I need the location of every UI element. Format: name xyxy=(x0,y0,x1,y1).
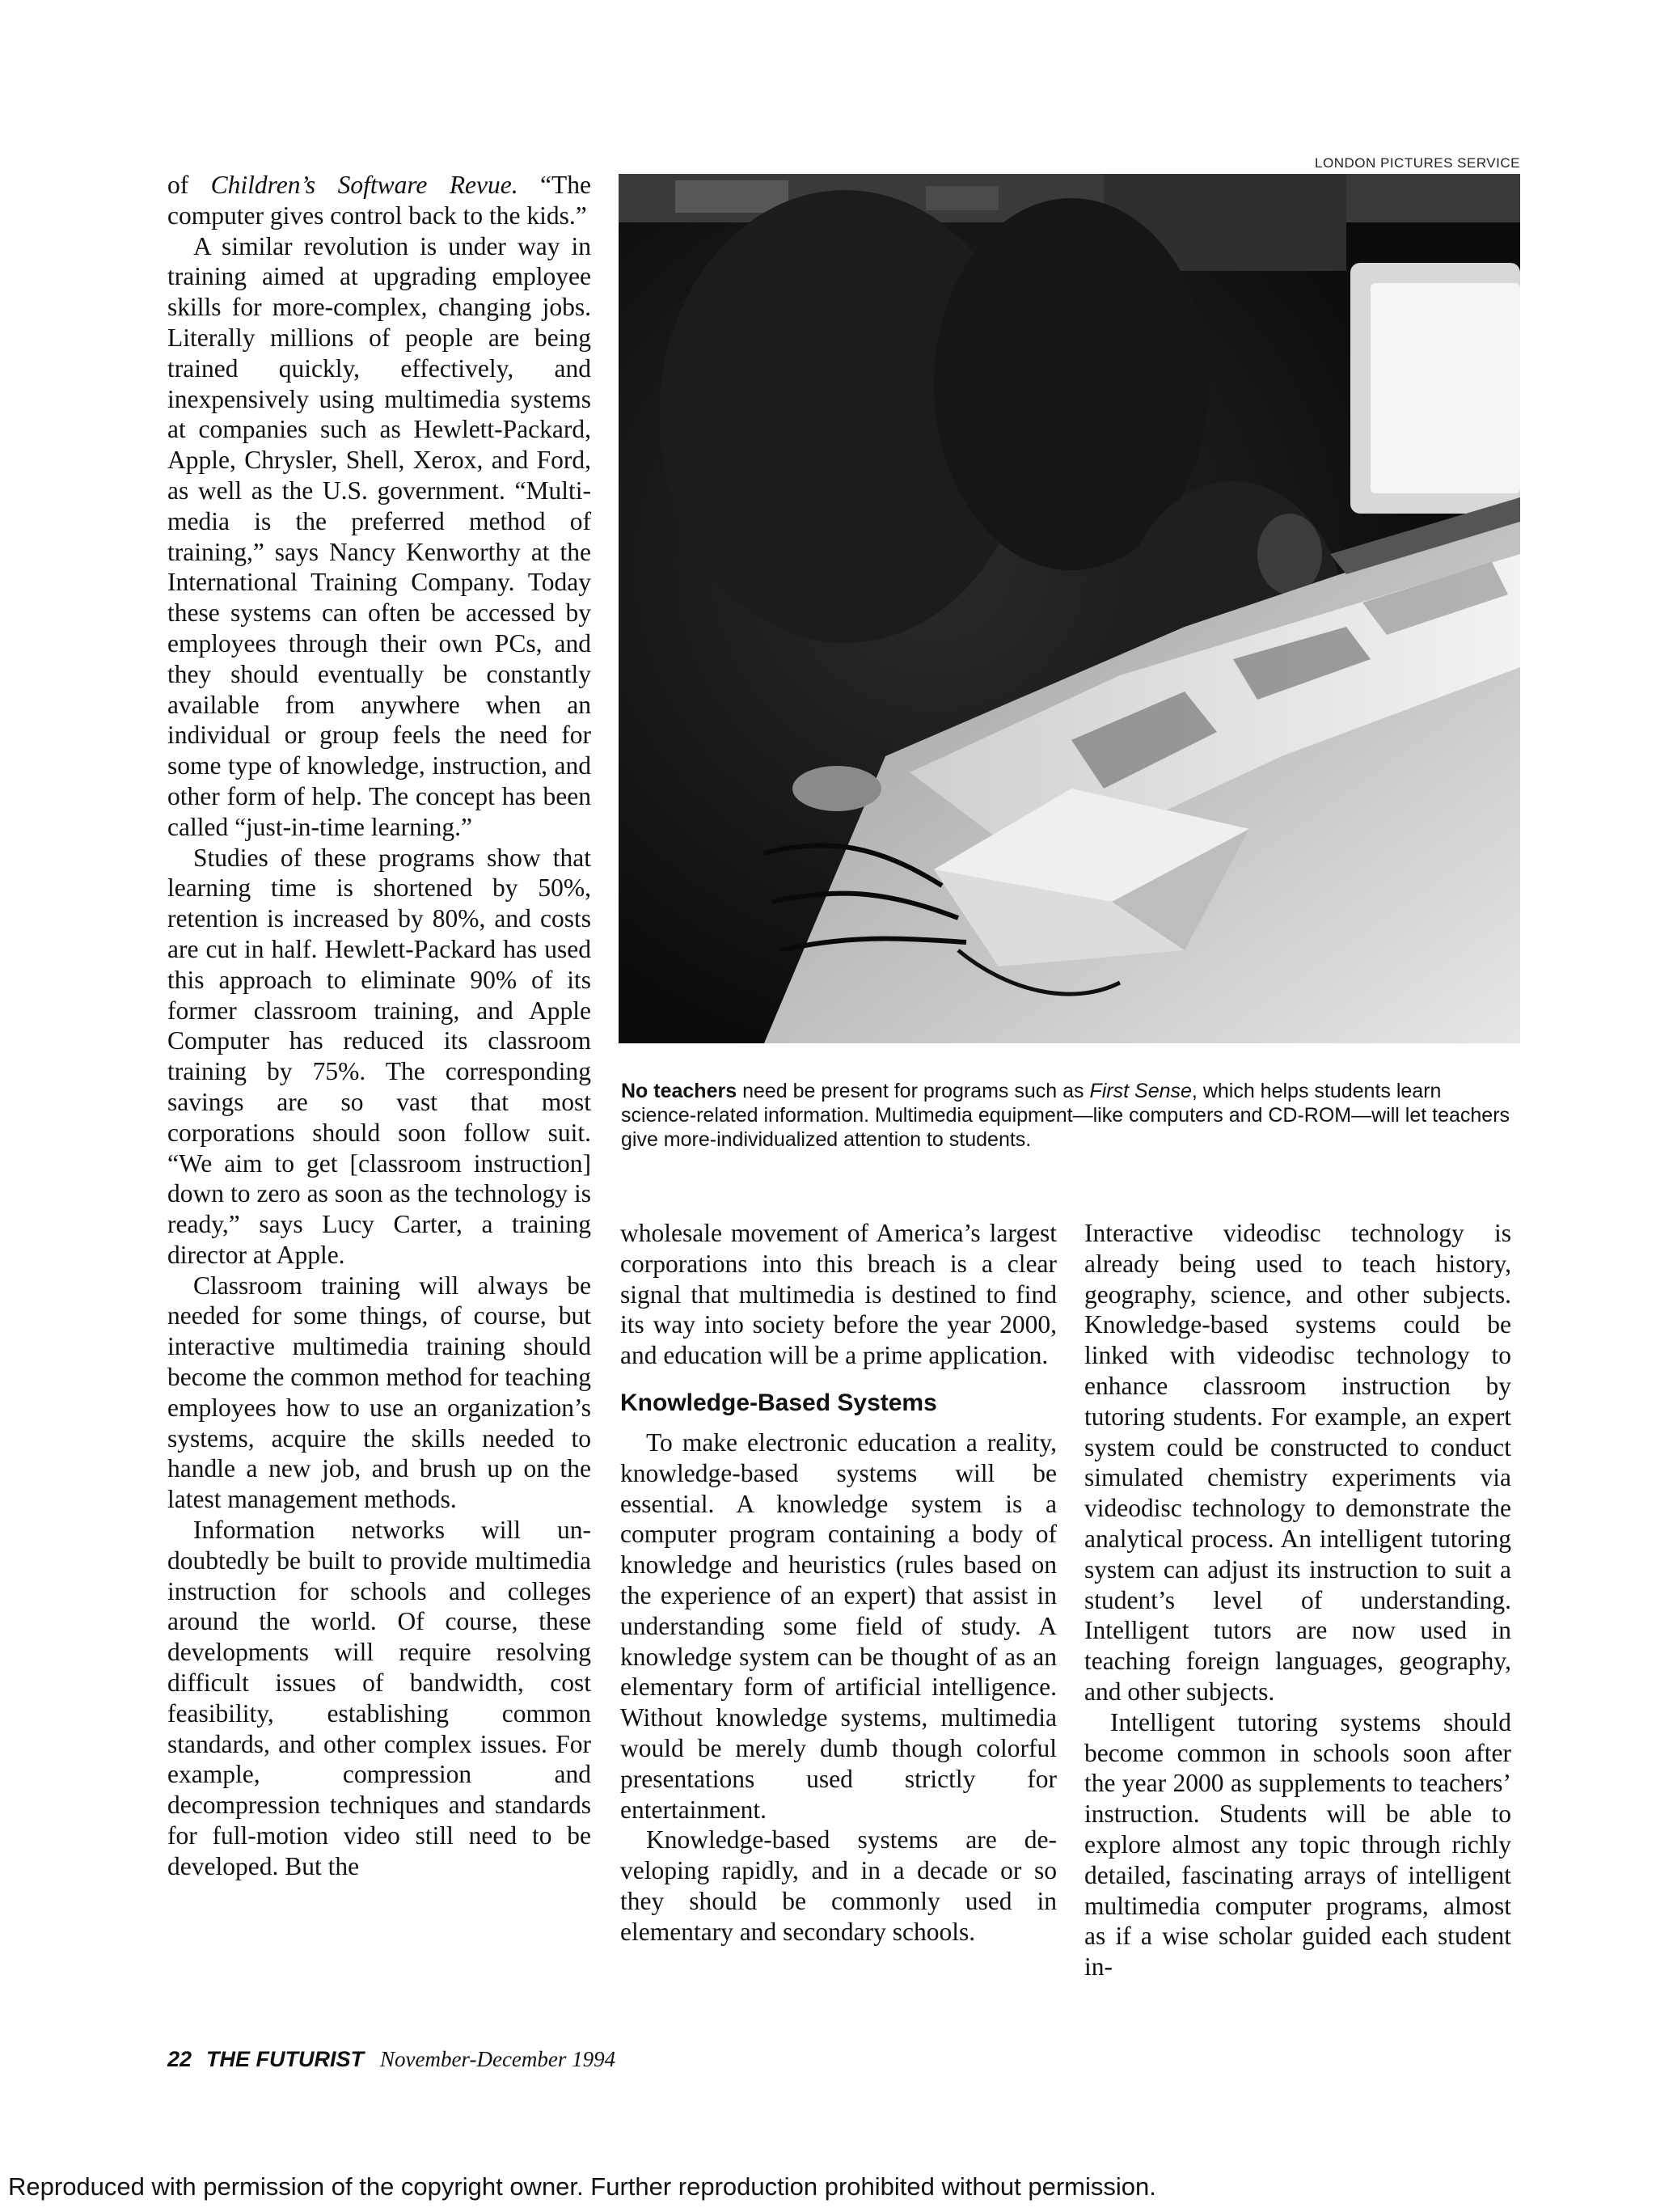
text-run: need be present for programs such as xyxy=(737,1080,1090,1102)
permission-notice: Reproduced with permission of the copyright owner. Further reproduction prohibited without permission. xyxy=(8,2172,1156,2201)
article-column-3 xyxy=(1084,1218,1511,1982)
issue-date: November-December 1994 xyxy=(380,2047,616,2071)
paragraph: Information networks will undoubtedly be built to provide multimedia instruction for schools and colleges around the world. Of course, these developments will require resolving difficult issues of bandwidth, cost feasibility, establishing common standards, and other complex issues. For example, compression and decompression techniques and standards for full-motion video still need to be developed. But the xyxy=(167,1516,591,1880)
section-heading: Knowledge-Based Systems xyxy=(620,1389,937,1416)
page-footer xyxy=(167,2046,615,2072)
paragraph: wholesale movement of America’s largest corporations into this breach is a clear signal that multimedia is destined to find its way into society before the year 2000, and education will be a prime application. xyxy=(620,1219,1057,1370)
article-column-2 xyxy=(620,1218,1057,1948)
classroom-photo xyxy=(619,174,1520,1043)
paragraph xyxy=(167,170,591,231)
paragraph: Studies of these programs show that learning time is shortened by 50%, retention is increased by 80%, and costs are cut in half. Hewlett-Packard has used this approach to eliminate 90% of its former classroom training, and Apple Computer has reduced its classroom training by 75%. The corresponding savings are so vast that most corporations should soon follow suit. “We aim to get [classroom instruction] down to zero as soon as the technology is ready,” says Lucy Carter, a training director at Apple. xyxy=(167,843,591,1269)
paragraph: Classroom training will always be needed for some things, of course, but interactive multimedia training should become the common method for teaching employees how to use an organization’s systems, acquire the skills needed to handle a new job, and brush up on the latest management methods. xyxy=(167,1271,591,1514)
article-column-1 xyxy=(167,170,591,1882)
page-number: 22 xyxy=(167,2047,192,2071)
paragraph: Interactive videodisc technology is already being used to teach history, geography, science, and other subjects. Knowledge-based systems could be linked with videodisc technology to enhance classroom instruction by tutoring students. For example, an expert system could be constructed to conduct simulated chemistry experiments via videodisc technology to demonstrate the analytical process. An intelligent tutoring system can adjust its instruction to suit a student’s level of understanding. Intelligent tutors are now used in teaching foreign languages, geography, and other subjects. xyxy=(1084,1219,1511,1706)
caption-lead: No teachers xyxy=(621,1080,737,1102)
paragraph: A similar revolution is under way in training aimed at upgrading employee skills for more-complex, changing jobs. Literally millions of people are being trained quickly, effectively, and inexpensively using multimedia systems at companies such as Hewlett-Packard, Apple, Chrysler, Shell, Xerox, and Ford, as well as the U.S. government. “Multimedia is the preferred method of training,” says Nancy Kenworthy at the International Training Company. Today these systems can often be accessed by employees through their own PCs, and they should eventually be constantly available from anywhere when an individual or group feels the need for some type of knowledge, instruction, and other form of help. The concept has been called “just-in-time learning.” xyxy=(167,231,591,841)
photo-caption xyxy=(621,1079,1510,1152)
text-run: , which helps students learn science-related information. Multimedia equipment—like computers and CD-ROM—will let teachers give more-individualized attention to students. xyxy=(621,1080,1510,1151)
paragraph: Knowledge-based systems are developing rapidly, and in a decade or so they should be commonly used in elementary and secondary schools. xyxy=(620,1825,1057,1946)
photo-illustration xyxy=(619,174,1520,1043)
text-run: of xyxy=(167,171,211,199)
magazine-title: Children’s Software Revue. xyxy=(210,171,518,199)
program-title: First Sense xyxy=(1089,1080,1192,1102)
photo-credit: LONDON PICTURES SERVICE xyxy=(1315,155,1520,171)
paragraph: To make electronic education a reality, knowledge-based systems will be essential. A knowledge system is a computer program containing a body of knowledge and heuristics (rules based on the experience of an expert) that assist in understanding some field of study. A knowledge system can be thought of as an elementary form of artificial intelligence. Without knowledge systems, multimedia would be merely dumb though colorful presentations used strictly for entertainment. xyxy=(620,1427,1057,1824)
publication-name: THE FUTURIST xyxy=(206,2047,365,2071)
text-run: “The computer gives control back to the kids.” xyxy=(167,171,591,230)
paragraph: Intelligent tutoring systems should become common in schools soon after the year 2000 as supplements to teachers’ instruction. Students will be able to explore almost any topic through richly detailed, fascinating arrays of intelligent multimedia computer programs, almost as if a wise scholar guided each student in- xyxy=(1084,1707,1511,1981)
